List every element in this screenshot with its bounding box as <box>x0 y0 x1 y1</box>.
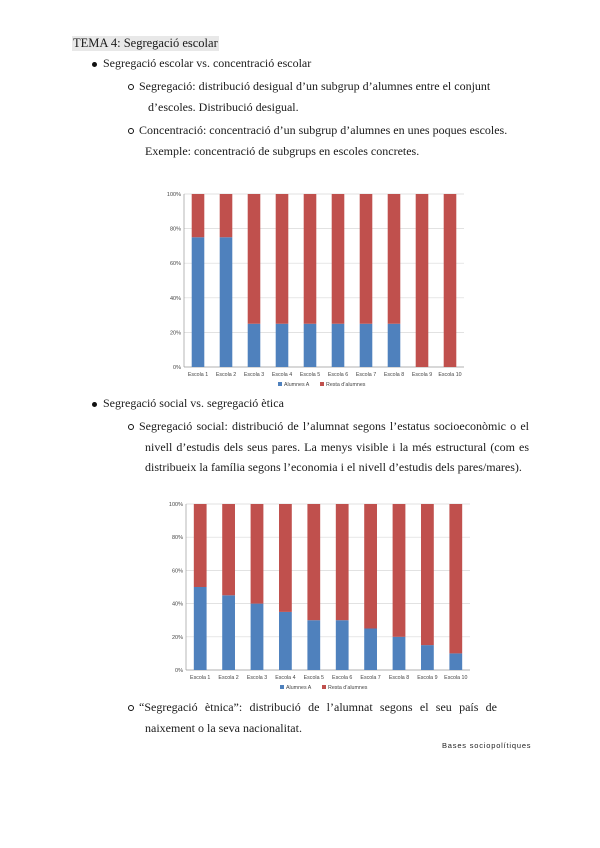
bar-alumnes-a-6 <box>336 620 349 670</box>
bar-resta-3 <box>251 504 264 604</box>
x-tick-label: Escola 7 <box>355 372 377 378</box>
y-tick-label: 60% <box>169 261 181 268</box>
bar-resta-2 <box>220 194 233 237</box>
bar-alumnes-a-6 <box>332 324 345 367</box>
bar-alumnes-a-9 <box>421 645 434 670</box>
bar-resta-4 <box>279 504 292 612</box>
bullet-dot-icon <box>92 62 97 67</box>
bar-resta-9 <box>421 504 434 645</box>
bar-alumnes-a-4 <box>279 612 292 670</box>
x-tick-label: Escola 4 <box>275 675 296 681</box>
y-tick-label: 0% <box>173 365 181 371</box>
bar-alumnes-a-3 <box>248 324 261 367</box>
bar-alumnes-a-2 <box>220 237 233 367</box>
bar-resta-8 <box>388 194 401 324</box>
y-tick-label: 20% <box>169 330 181 337</box>
x-tick-label: Escola 7 <box>360 675 381 681</box>
x-tick-label: Escola 6 <box>327 372 349 378</box>
x-tick-label: Escola 5 <box>299 372 321 378</box>
section-heading-social-ethnic: Segregació social vs. segregació ètica <box>103 396 284 410</box>
y-tick-label: 40% <box>171 601 183 608</box>
bar-alumnes-a-5 <box>304 324 317 367</box>
bar-resta-10 <box>449 504 462 653</box>
bar-alumnes-a-5 <box>307 620 320 670</box>
y-tick-label: 80% <box>171 535 183 542</box>
bar-alumnes-a-4 <box>276 324 289 367</box>
bar-resta-10 <box>444 194 457 367</box>
bar-resta-6 <box>332 194 345 324</box>
legend-swatch <box>320 382 324 386</box>
bar-resta-4 <box>276 194 289 324</box>
x-tick-label: Escola 2 <box>218 675 239 681</box>
bullet-dot-icon <box>92 402 97 407</box>
x-tick-label: Escola 8 <box>383 372 405 378</box>
x-tick-label: Escola 3 <box>243 372 265 378</box>
x-tick-label: Escola 3 <box>246 675 268 681</box>
y-tick-label: 20% <box>171 634 183 641</box>
bar-alumnes-a-1 <box>194 587 207 670</box>
bar-resta-5 <box>307 504 320 620</box>
legend-swatch <box>278 382 282 386</box>
y-tick-label: 0% <box>175 668 183 674</box>
bar-alumnes-a-8 <box>393 637 406 670</box>
bar-alumnes-a-7 <box>364 629 377 671</box>
bar-alumnes-a-8 <box>388 324 401 367</box>
x-tick-label: Escola 9 <box>411 372 433 378</box>
bar-resta-8 <box>393 504 406 637</box>
y-tick-label: 100% <box>166 192 181 198</box>
x-tick-label: Escola 4 <box>271 372 293 378</box>
x-tick-label: Escola 1 <box>187 372 209 378</box>
page-title: TEMA 4: Segregació escolar <box>73 36 218 50</box>
y-tick-label: 40% <box>169 295 181 302</box>
legend-swatch <box>280 685 284 689</box>
sub-bullet-circle-icon <box>128 705 134 711</box>
bar-resta-2 <box>222 504 235 595</box>
x-tick-label: Escola 1 <box>190 675 211 681</box>
bar-resta-9 <box>416 194 429 367</box>
sub-bullet-circle-icon <box>128 424 134 430</box>
definition-segregacio: Segregació: distribució desigual d’un subgrup d’alumnes entre el conjunt d’escoles. Distribució desigual. <box>139 79 491 114</box>
legend-label: Alumnes A <box>284 382 310 388</box>
bar-alumnes-a-2 <box>222 595 235 670</box>
chart-social-segregation-example <box>164 498 474 698</box>
bar-resta-3 <box>248 194 261 324</box>
legend-label: Resta d’alumnes <box>326 382 366 388</box>
bar-resta-7 <box>360 194 373 324</box>
x-tick-label: Escola 2 <box>215 372 237 378</box>
y-tick-label: 60% <box>171 568 183 575</box>
bar-resta-7 <box>364 504 377 629</box>
legend-swatch <box>322 685 326 689</box>
bar-resta-6 <box>336 504 349 620</box>
section-heading-segregation-concentration: Segregació escolar vs. concentració escolar <box>103 56 312 70</box>
bar-alumnes-a-7 <box>360 324 373 367</box>
legend-label: Alumnes A <box>286 685 312 691</box>
bar-resta-1 <box>192 194 205 237</box>
definition-concentracio: Concentració: concentració d’un subgrup d’alumnes en unes poques escoles. Exemple: concentració de subgrups en escoles concretes. <box>139 123 508 158</box>
bar-alumnes-a-1 <box>192 237 205 367</box>
definition-segregacio-social: Segregació social: distribució de l’alumnat segons l’estatus socioeconòmic o el nivell d’estudis dels seus pares. La menys visible i la més estructural (com es distribueix la família segons l’economia i el nivell d’estudis dels pares/mares). <box>139 419 529 474</box>
bar-resta-5 <box>304 194 317 324</box>
footer-label: Bases sociopolítiques <box>442 741 532 750</box>
bar-resta-1 <box>194 504 207 587</box>
bar-alumnes-a-10 <box>449 653 462 670</box>
definition-segregacio-etnica: “Segregació ètnica”: distribució de l’alumnat segons el seu país de naixement o la seva nacionalitat. <box>139 700 497 735</box>
x-tick-label: Escola 10 <box>438 372 462 378</box>
x-tick-label: Escola 6 <box>332 675 353 681</box>
x-tick-label: Escola 8 <box>388 675 410 681</box>
sub-bullet-circle-icon <box>128 128 134 134</box>
x-tick-label: Escola 5 <box>303 675 324 681</box>
legend-label: Resta d’alumnes <box>328 685 368 691</box>
x-tick-label: Escola 10 <box>444 675 468 681</box>
y-tick-label: 100% <box>168 502 183 508</box>
x-tick-label: Escola 9 <box>417 675 438 681</box>
sub-bullet-circle-icon <box>128 84 134 90</box>
bar-alumnes-a-3 <box>251 604 264 670</box>
y-tick-label: 80% <box>169 226 181 233</box>
chart-segregation-example <box>164 186 474 398</box>
